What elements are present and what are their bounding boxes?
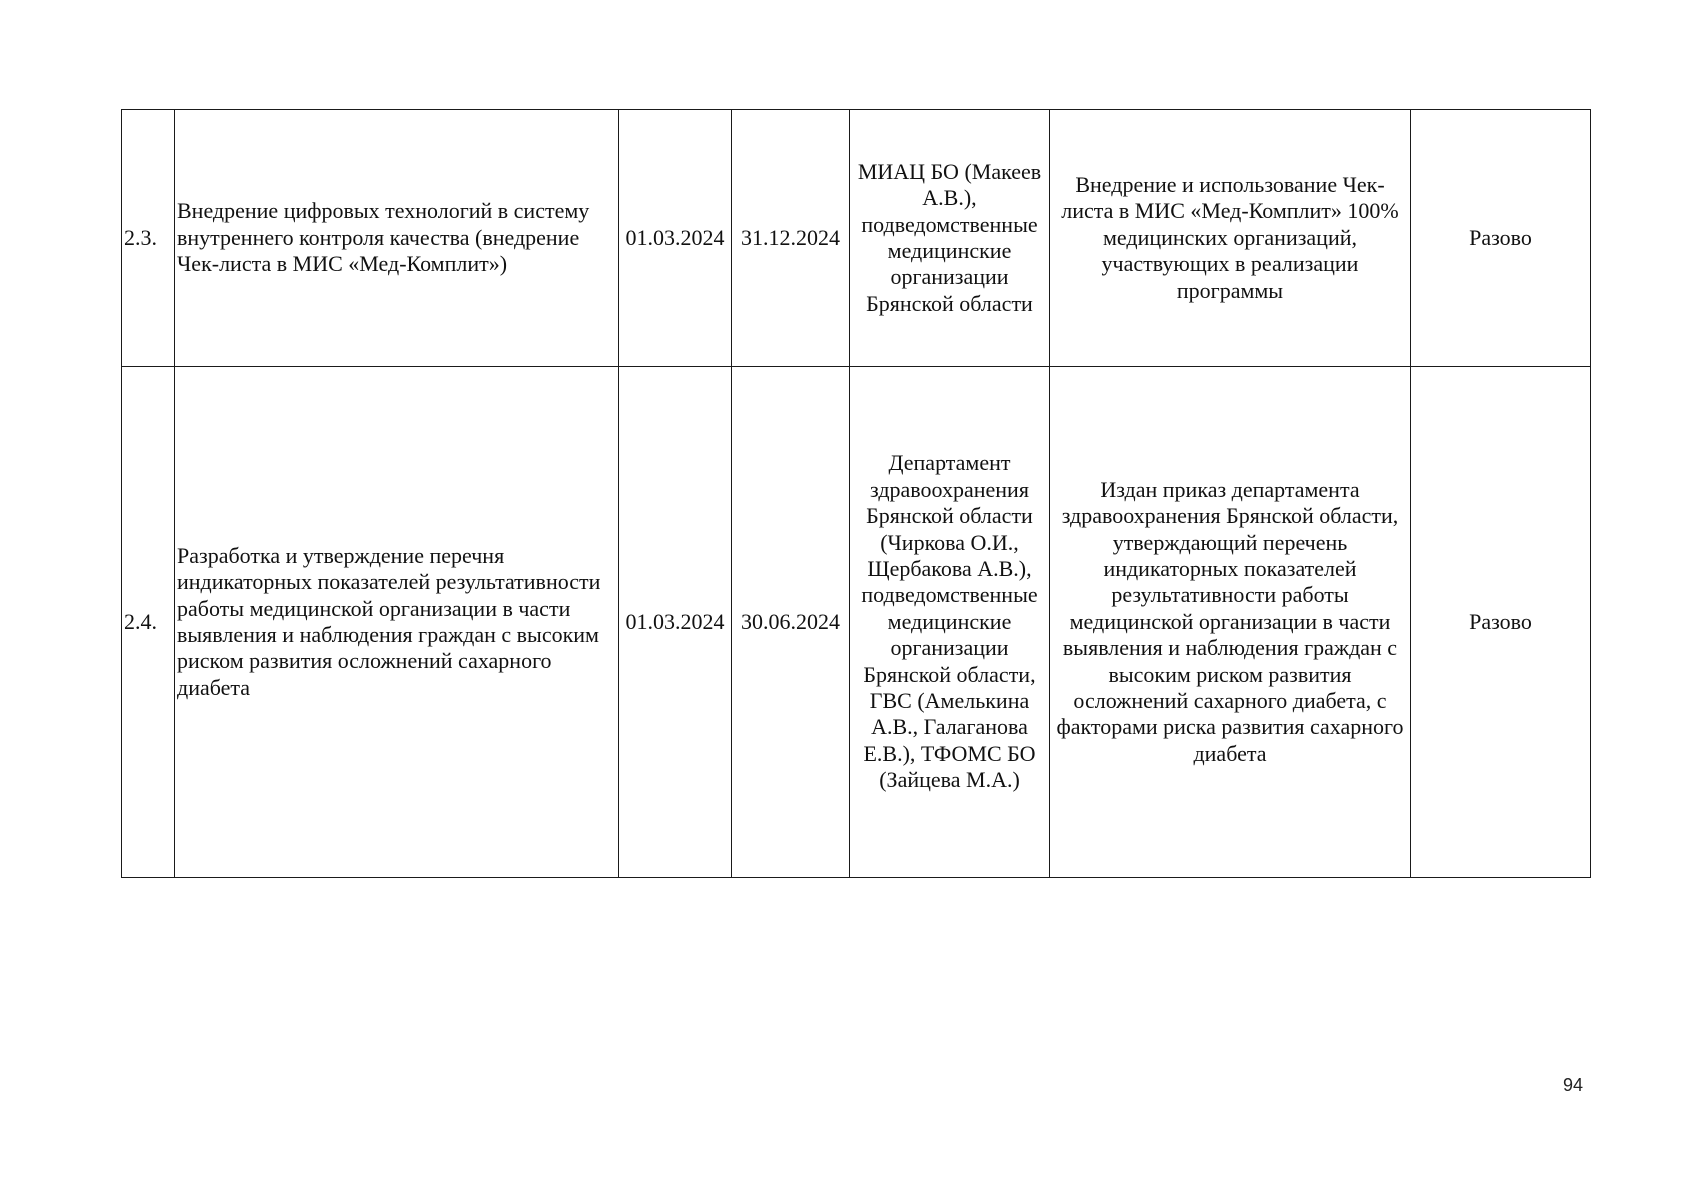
table-row	[122, 110, 1591, 367]
end-date: 31.12.2024	[732, 110, 850, 367]
event-description: Разработка и утверждение перечня индикаторных показателей результативности работы медицинской организации в части выявления и наблюдения граждан с высоким риском развития осложнений сахарного диабета	[175, 367, 619, 878]
row-number: 2.4.	[122, 367, 175, 878]
end-date: 30.06.2024	[732, 367, 850, 878]
expected-result: Внедрение и использование Чек-листа в МИС «Мед-Комплит» 100% медицинских организаций, участвующих в реализации программы	[1050, 110, 1411, 367]
expected-result: Издан приказ департамента здравоохранения Брянской области, утверждающий перечень индикаторных показателей результативности работы медицинской организации в части выявления и наблюдения граждан с высоким риском развития осложнений сахарного диабета, с факторами риска развития сахарного диабета	[1050, 367, 1411, 878]
frequency: Разово	[1411, 110, 1591, 367]
frequency: Разово	[1411, 367, 1591, 878]
plan-table	[121, 109, 1591, 878]
start-date: 01.03.2024	[619, 367, 732, 878]
page-number: 94	[1563, 1075, 1584, 1095]
table-row	[122, 367, 1591, 878]
event-description: Внедрение цифровых технологий в систему внутреннего контроля качества (внедрение Чек-листа в МИС «Мед-Комплит»)	[175, 110, 619, 367]
responsible-party: Департамент здравоохранения Брянской области (Чиркова О.И., Щербакова А.В.), подведомственные медицинские организации Брянской области, ГВС (Амелькина А.В., Галаганова Е.В.), ТФОМС БО (Зайцева М.А.)	[850, 367, 1050, 878]
row-number: 2.3.	[122, 110, 175, 367]
start-date: 01.03.2024	[619, 110, 732, 367]
responsible-party: МИАЦ БО (Макеев А.В.), подведомственные медицинские организации Брянской области	[850, 110, 1050, 367]
